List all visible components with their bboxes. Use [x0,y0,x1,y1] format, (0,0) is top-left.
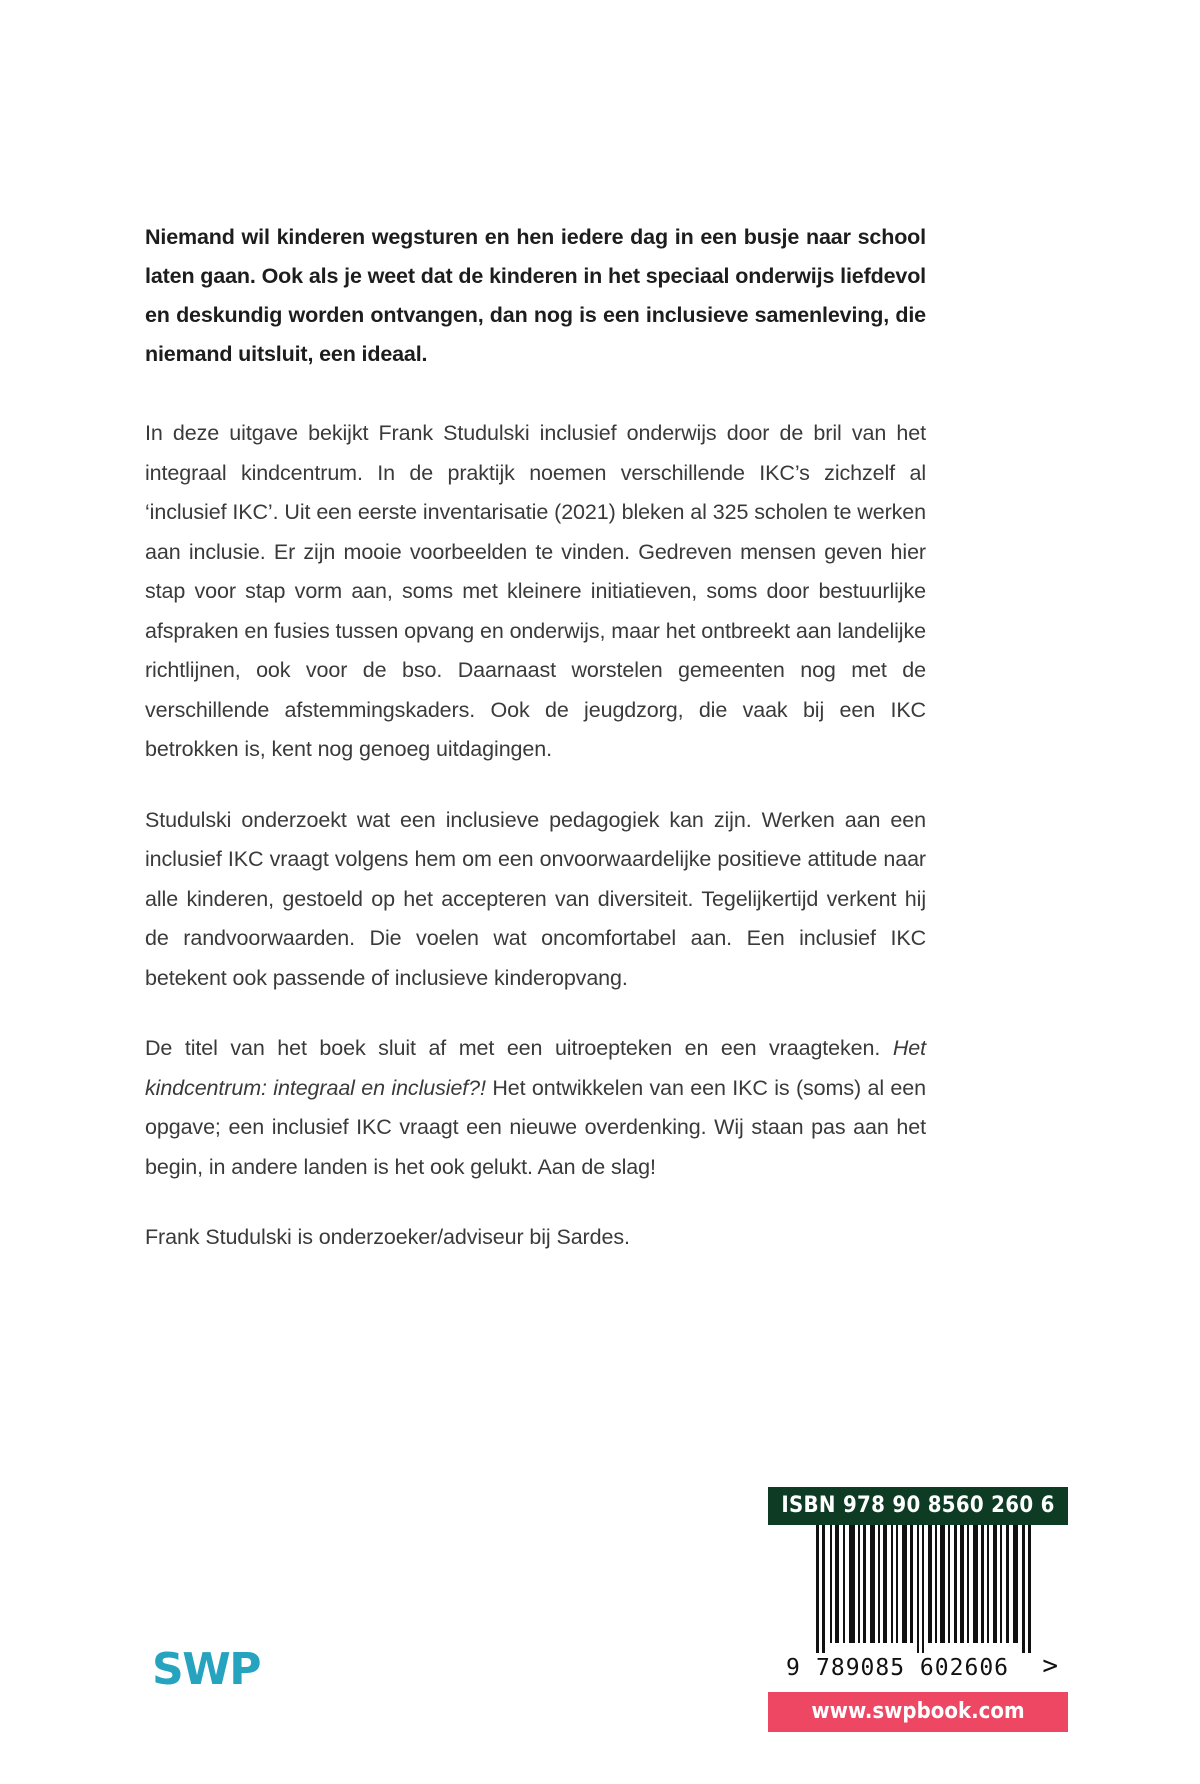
barcode-digit-prefix: 9 [786,1655,800,1682]
paragraph-3-tail-text: Het ontwikkelen van een IKC is (soms) al een opgave; een inclusief IKC vraagt een nieuwe overdenking. Wij staan pas aan het begin, in andere landen is het ook gelukt. Aan de slag! [145,1075,926,1179]
lead-paragraph: Niemand wil kinderen wegsturen en hen iedere dag in een busje naar school laten gaan. Ook als je weet dat de kinderen in het speciaal onderwijs liefdevol en deskundig worden ontvangen, dan nog is een inclusieve samenleving, die niemand uitsluit, een ideaal. [145,225,926,366]
barcode-bars [768,1525,1068,1653]
barcode-human-readable-row [768,1653,1068,1683]
publisher-website-band[interactable]: www.swpbook.com [768,1692,1068,1732]
author-bio-line: Frank Studulski is onderzoeker/adviseur bij Sardes. [145,1225,630,1249]
book-title-italic: Het kindcentrum: integraal en inclusief?! [145,1036,926,1100]
barcode-bars-svg [768,1525,1068,1653]
swp-publisher-logo: SWP [152,1644,260,1695]
isbn-barcode-block [768,1487,1068,1732]
isbn-label-band: ISBN 978 90 8560 260 6 [768,1487,1068,1525]
blurb-paragraph-2: Studulski onderzoekt wat een inclusieve pedagogiek kan zijn. Werken aan een inclusief IKC vraagt volgens hem om een onvoorwaardelijke positieve attitude naar alle kinderen, gestoeld op het accepteren van diversiteit. Tegelijkertijd verkent hij de randvoorwaarden. Die voelen wat oncomfortabel aan. Een inclusief IKC betekent ook passende of inclusieve kinderopvang. [145,807,926,990]
paragraph-3-intro-text: De titel van het boek sluit af met een uitroepteken en een vraagteken. [145,1036,893,1060]
blurb-paragraph-3 [145,1029,926,1187]
barcode-digits-main: 789085 602606 [816,1655,1010,1682]
barcode-end-caret: > [1042,1651,1058,1682]
blurb-text-column [145,218,926,1258]
blurb-paragraph-1: In deze uitgave bekijkt Frank Studulski inclusief onderwijs door de bril van het integraal kindcentrum. In de praktijk noemen verschillende IKC’s zichzelf al ‘inclusief IKC’. Uit een eerste inventarisatie (2021) bleken al 325 scholen te werken aan inclusie. Er zijn mooie voorbeelden te vinden. Gedreven mensen geven hier stap voor stap vorm aan, soms met kleinere initiatieven, soms door bestuurlijke afspraken en fusies tussen opvang en onderwijs, maar het ontbreekt aan landelijke richtlijnen, ook voor de bso. Daarnaast worstelen gemeenten nog met de verschillende afstemmingskaders. Ook de jeugdzorg, die vaak bij een IKC betrokken is, kent nog genoeg uitdagingen. [145,421,926,761]
